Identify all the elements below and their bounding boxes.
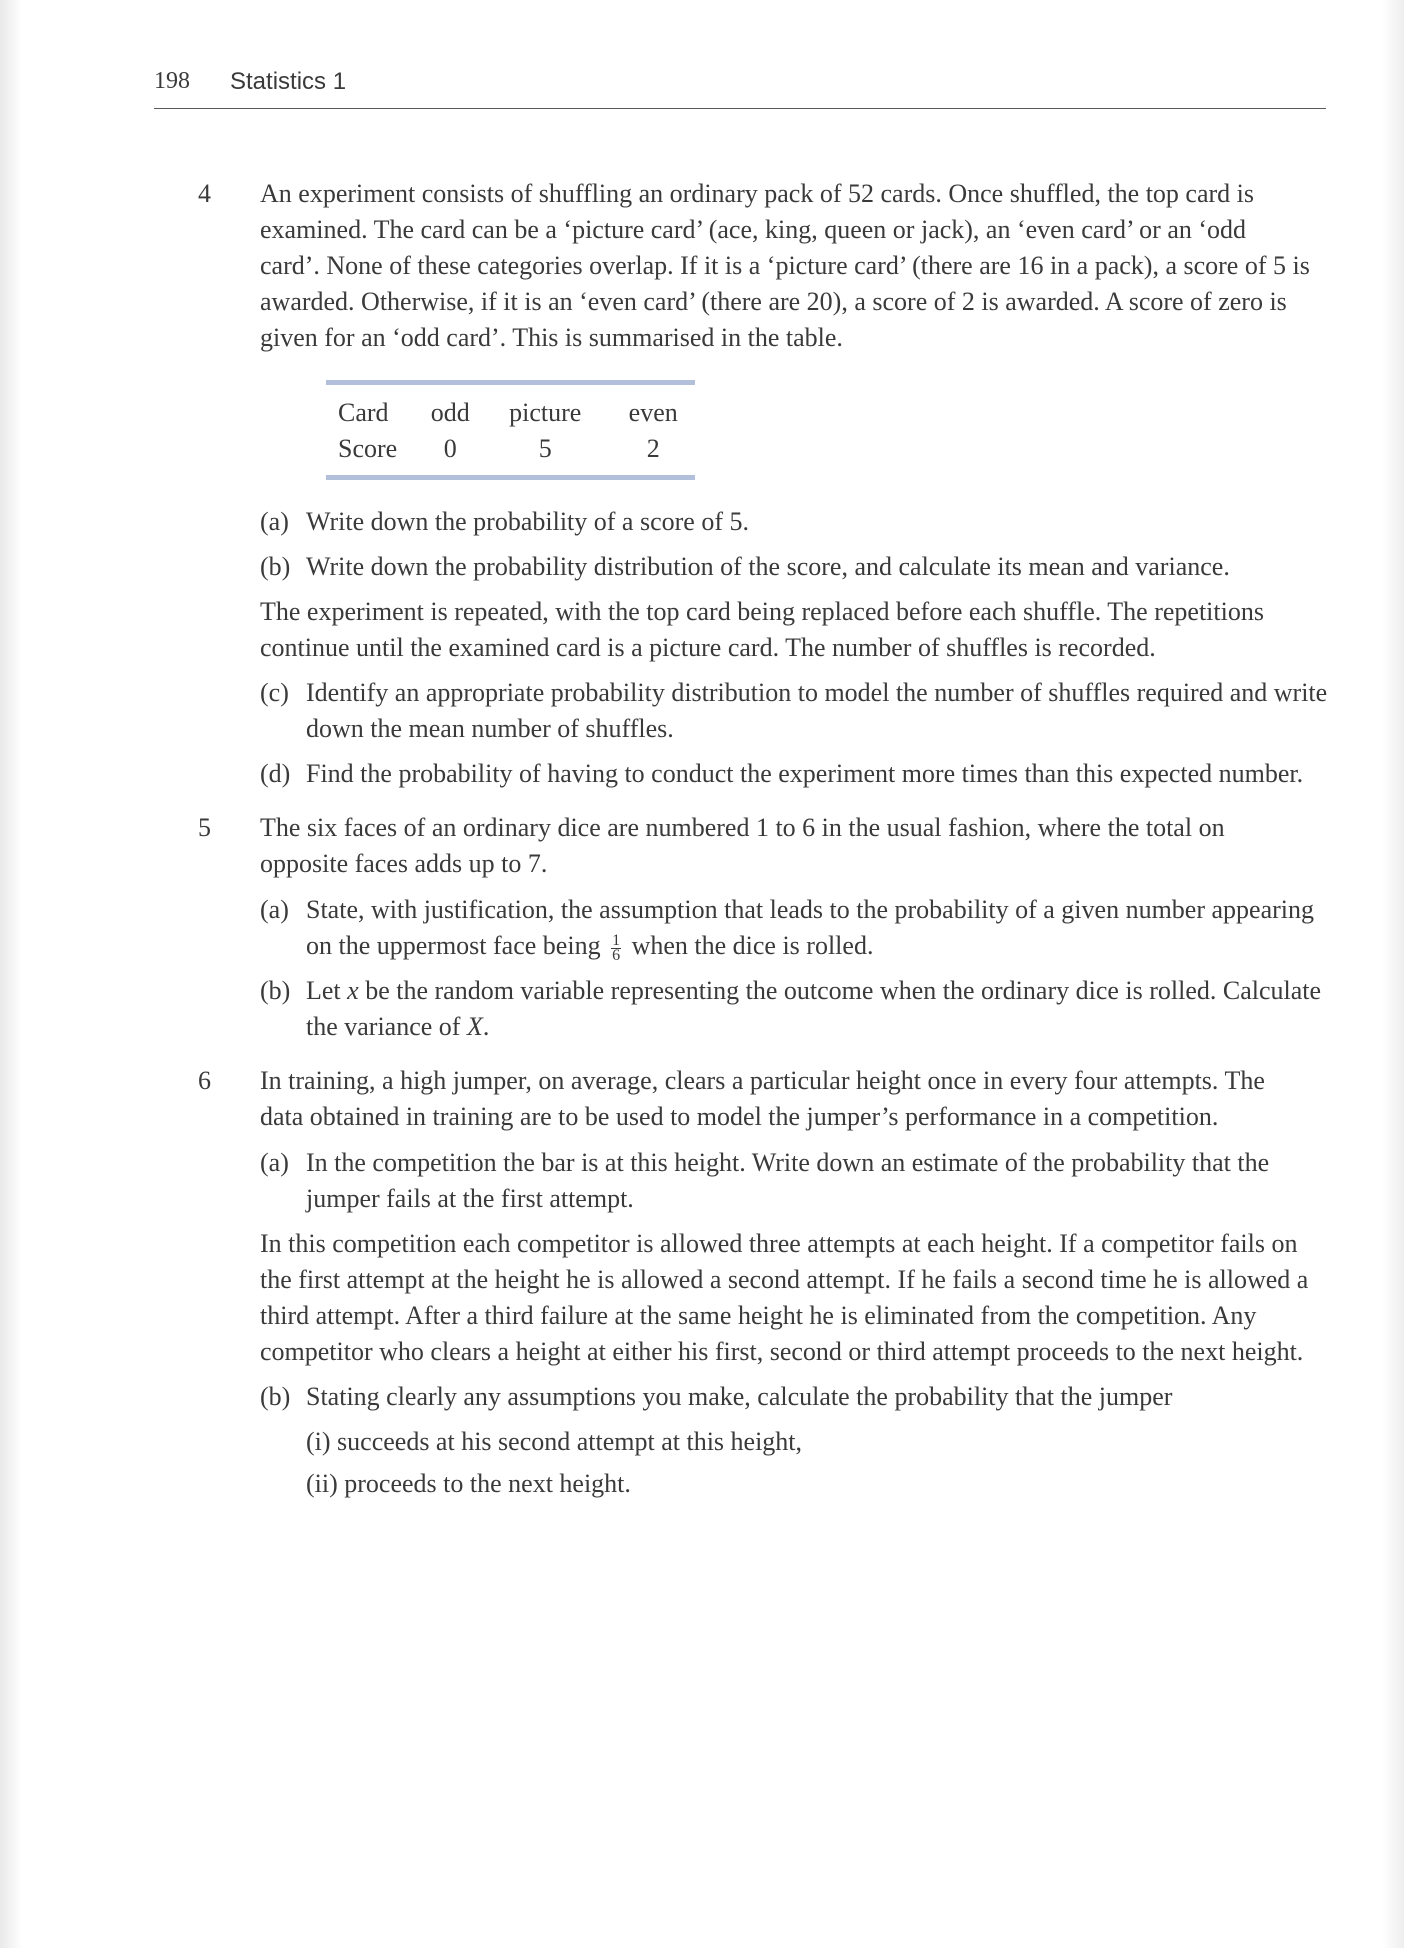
table-cell: 5 (538, 434, 552, 463)
part-label: (b) (260, 1382, 291, 1411)
part-a (260, 1145, 1332, 1217)
question-number: 4 (198, 179, 211, 208)
part-b (260, 549, 1332, 585)
page-number: 198 (154, 68, 190, 94)
table-cell: even (628, 398, 678, 427)
part-label: (a) (260, 895, 289, 924)
part-b (260, 973, 1332, 1045)
part-b (260, 1379, 1332, 1415)
table-cell: picture (509, 398, 582, 427)
table-cell: 2 (646, 434, 660, 463)
subpart-ii: (ii) proceeds to the next height. (306, 1469, 631, 1498)
running-title: Statistics 1 (230, 68, 347, 95)
question-5 (198, 810, 1328, 1045)
fraction-numerator: 1 (612, 932, 621, 949)
part-text: Write down the probability of a score of 5. (306, 507, 749, 536)
table-row (326, 431, 695, 478)
part-label: (a) (260, 507, 289, 536)
part-text: State, with justification, the assumption that leads to the probability of a given number appearing on the uppermost face being (306, 895, 1314, 960)
variable-X: X (466, 1012, 483, 1041)
question-6 (198, 1063, 1328, 1502)
page-header (154, 66, 1326, 109)
question-number: 6 (198, 1066, 211, 1095)
part-text: In the competition the bar is at this height. Write down an estimate of the probability that the jumper fails at the first attempt. (306, 1148, 1270, 1213)
part-label: (a) (260, 1148, 289, 1177)
table-cell: Card (338, 398, 389, 427)
paragraph: The experiment is repeated, with the top card being replaced before each shuffle. The repetitions continue until the examined card is a picture card. The number of shuffles is recorded. (260, 597, 1264, 662)
question-text: In training, a high jumper, on average, clears a particular height once in every four attempts. The data obtained in training are to be used to model the jumper’s performance in a competition. (260, 1066, 1265, 1131)
part-text: be the random variable representing the outcome when the ordinary dice is rolled. Calculate the variance of (306, 976, 1322, 1041)
part-text: Find the probability of having to conduct the experiment more times than this expected number. (306, 759, 1304, 788)
table-cell: Score (338, 434, 398, 463)
variable-x: x (347, 976, 359, 1005)
part-label: (b) (260, 976, 291, 1005)
part-c (260, 675, 1332, 747)
subpart-i: (i) succeeds at his second attempt at this height, (306, 1427, 803, 1456)
part-a (260, 892, 1332, 964)
paragraph: In this competition each competitor is allowed three attempts at each height. If a competitor fails on the first attempt at the height he is allowed a second attempt. If he fails a second time he is allowed a third attempt. After a third failure at the same height he is eliminated from the competition. Any competitor who clears a height at either his first, second or third attempt proceeds to the next height. (260, 1229, 1309, 1366)
page-edge-right (1382, 0, 1404, 1948)
part-label: (b) (260, 552, 291, 581)
part-label: (d) (260, 759, 291, 788)
page-edge-left (0, 0, 22, 1948)
table-cell: odd (430, 398, 470, 427)
fraction (611, 934, 621, 963)
table-row (326, 383, 695, 432)
question-text: An experiment consists of shuffling an ordinary pack of 52 cards. Once shuffled, the top card is examined. The card can be a ‘picture card’ (ace, king, queen or jack), an ‘even card’ or an ‘odd card’. None of these categories overlap. If it is a ‘picture card’ (there are 16 in a pack), a score of 5 is awarded. Otherwise, if it is an ‘even card’ (there are 20), a score of 2 is awarded. A score of zero is given for an ‘odd card’. This is summarised in the table. (260, 179, 1310, 352)
part-text: Let (306, 976, 348, 1005)
part-text: . (482, 1012, 490, 1041)
part-text: Stating clearly any assumptions you make, calculate the probability that the jumper (306, 1382, 1173, 1411)
part-label: (c) (260, 678, 289, 707)
part-a (260, 504, 1332, 540)
score-table (326, 380, 695, 480)
fraction-denominator: 6 (612, 947, 621, 964)
part-text: Identify an appropriate probability distribution to model the number of shuffles required and write down the mean number of shuffles. (306, 678, 1328, 743)
question-text: The six faces of an ordinary dice are numbered 1 to 6 in the usual fashion, where the total on opposite faces adds up to 7. (260, 813, 1225, 878)
table-cell: 0 (443, 434, 457, 463)
question-number: 5 (198, 813, 211, 842)
part-text-end: when the dice is rolled. (631, 931, 874, 960)
question-4 (198, 176, 1328, 792)
part-text: Write down the probability distribution of the score, and calculate its mean and variance. (306, 552, 1230, 581)
part-d (260, 756, 1332, 792)
page-content (198, 176, 1328, 1520)
